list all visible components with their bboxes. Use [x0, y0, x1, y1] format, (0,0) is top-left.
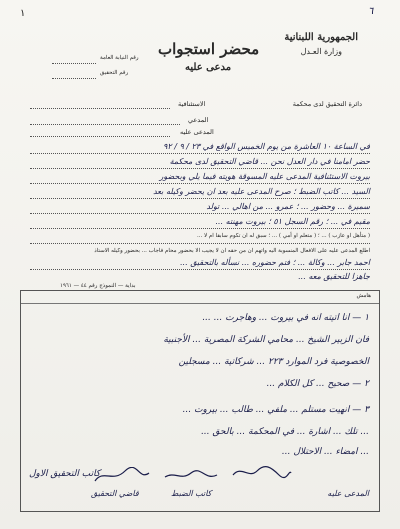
corner-mark: ٦ [368, 6, 374, 17]
body-line-2: حضر امامنا في دار العدل نحن ... قاضي التحقيق لدى محكمة [169, 157, 370, 166]
signature-defendant-label: المدعى عليه [327, 489, 369, 498]
body-line-5: سميرة ... وحضور ... ؛ عمرو ... من اهالي ... تولد [206, 202, 370, 211]
investigation-number-label: رقم التحقيق [100, 70, 129, 76]
statement-line-4: ٢ — صحيح ... كل الكلام ... [266, 379, 369, 389]
plaintiff-label: المدعي [188, 116, 209, 124]
signature-left-label: كاتب التحقيق الاول [29, 469, 101, 479]
statement-line-2: فان الزبير الشيخ ... محامي الشركة المصرية ... الأجنبية [163, 335, 369, 345]
body-line-6: مقيم في ... ؛ رقم السجل ٥١ ؛ بيروت مهنته ... [215, 217, 370, 226]
prosecution-number-label: رقم النيابة العامة [100, 55, 139, 61]
statement-line-1: ١ — انا اتيته انه في بيروت ... وهاجرت ... ... [202, 313, 369, 323]
signature-judge-scribble [91, 467, 153, 485]
statement-line-7: ... امضاء ... الاحتلال ... [281, 447, 369, 457]
signature-clerk-scribble [161, 467, 223, 485]
page-number: ١ [20, 8, 26, 19]
body-line-10: جاهزا للتحقيق معه ... [298, 272, 370, 281]
document-subtitle: مدعى عليه [185, 62, 232, 73]
body-line-4: السيد ... كاتب الضبط ؛ صرح المدعى عليه بعد ان يحضر وكيله بعد [153, 187, 370, 196]
body-line-8: اطلع المدعى عليه على الافعال المنسوبة اليه واتهم ان من حقه ان لا يجيب الا بحضور محام فاجاب ... بحضور وكيله الاستاذ [94, 248, 370, 254]
defendant-label: المدعى عليه [180, 128, 214, 136]
body-line-3: بيروت الاستئنافية المدعى عليه المسوقة هويته فيما يلي وبحضور [159, 172, 370, 181]
statement-line-5: ٣ — انهيت مستلم ... ملفي ... طالب ... بيروت ... [182, 405, 369, 415]
body-line-9: احمد جابر ... وكالة ... ؛ فتم حضوره ... نسأله بالتحقيق ... [180, 258, 370, 267]
document-title: محضر استجواب [158, 40, 260, 58]
margin-box [20, 290, 380, 512]
signature-judge-label: قاضي التحقيق [91, 489, 139, 498]
republic-heading: الجمهورية اللبنانية [284, 32, 358, 43]
statement-line-6: ... تلك ... اشارة ... في المحكمة ... بالحق ... [201, 427, 369, 437]
court-line-label: دائرة التحقيق لدى محكمة [292, 100, 362, 108]
ministry-heading: وزارة العـدل [300, 47, 342, 56]
signature-defendant-scribble [231, 463, 293, 481]
body-line-7: ( متأهل او عازب ) ... ؛ ( متعلم او أمي ) ... ؛ سبق له ان تكوم سابقا ام لا ... [196, 233, 370, 239]
signature-clerk-label: كاتب الضبط [171, 489, 212, 498]
form-footer-print: بداية — النموذج رقم ٤٤ — ١٩٦١ [60, 283, 136, 289]
margin-label: هامش [356, 293, 371, 299]
court-line-value: الاستئنافية [178, 100, 206, 108]
statement-line-3: الخصوصية فرد الموارد ٢٢٣ ... شركاتية ... مسجلين [178, 357, 369, 367]
body-line-1: في الساعة ١٠ العاشرة من يوم الخميس الواقع في ٢٣ / ٩ / ٩٢ [163, 142, 370, 151]
